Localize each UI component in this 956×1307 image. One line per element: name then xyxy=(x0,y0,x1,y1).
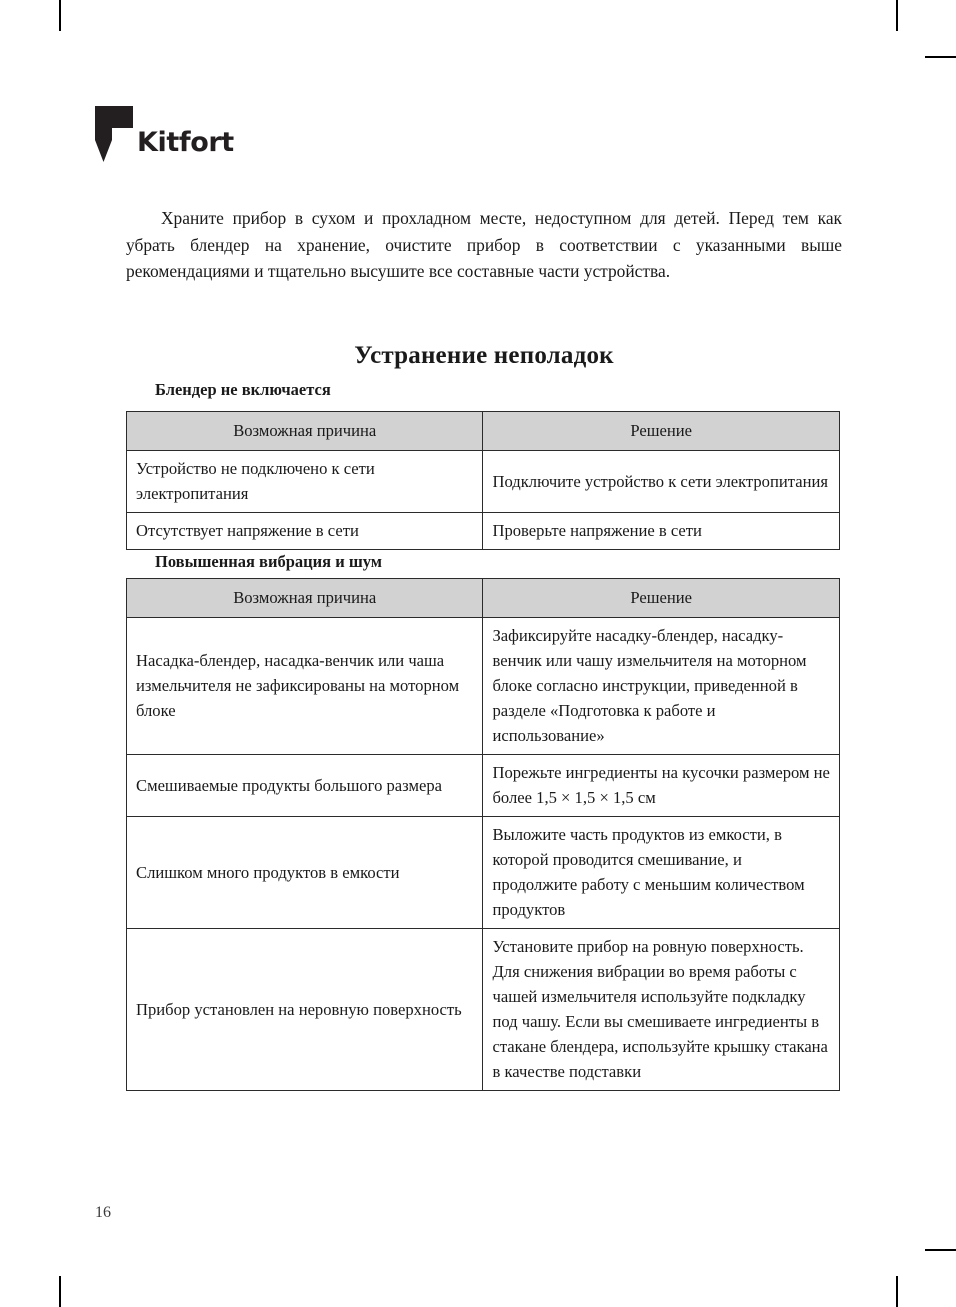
brand-wordmark: Kitfort xyxy=(137,127,234,158)
crop-mark-bottom-right xyxy=(896,1276,898,1307)
column-header-cause: Возможная причина xyxy=(127,579,483,618)
table-row xyxy=(127,451,840,513)
cell-solution: Подключите устройство к сети электропитания xyxy=(483,451,840,513)
table-caption-blender-wont-start: Блендер не включается xyxy=(155,380,331,399)
cell-solution: Выложите часть продуктов из емкости, в которой проводится смешивание, и продолжите работу с меньшим количеством продуктов xyxy=(483,817,840,929)
cell-cause: Отсутствует напряжение в сети xyxy=(127,513,483,550)
column-header-solution: Решение xyxy=(483,412,840,451)
intro-paragraph: Храните прибор в сухом и прохладном месте, недоступном для детей. Перед тем как убрать блендер на хранение, очистите прибор в соответствии с указанными выше рекомендациями и тщательно высушите все составные части устройства. xyxy=(126,208,842,282)
crop-mark-top-left xyxy=(59,0,61,31)
table-row xyxy=(127,513,840,550)
cell-solution: Установите прибор на ровную поверхность. Для снижения вибрации во время работы с чашей измельчителя используйте подкладку под чашу. Если вы смешиваете ингредиенты в стакане блендера, используйте крышку стакана в качестве подставки xyxy=(483,929,840,1091)
column-header-solution: Решение xyxy=(483,579,840,618)
cell-cause: Устройство не подключено к сети электропитания xyxy=(127,451,483,513)
cell-solution: Порежьте ингредиенты на кусочки размером не более 1,5 × 1,5 × 1,5 см xyxy=(483,755,840,817)
crop-mark-top-right xyxy=(896,0,898,31)
table-caption-vibration-and-noise: Повышенная вибрация и шум xyxy=(155,552,383,571)
cell-cause: Слишком много продуктов в емкости xyxy=(127,817,483,929)
crop-mark-right-top xyxy=(925,56,956,58)
cell-solution: Зафиксируйте насадку-блендер, насадку-венчик или чашу измельчителя на моторном блоке согласно инструкции, приведенной в разделе «Подготовка к работе и использование» xyxy=(483,618,840,755)
table-vibration-and-noise xyxy=(126,578,840,1091)
table-row xyxy=(127,755,840,817)
brand-logo xyxy=(95,104,234,162)
cell-cause: Смешиваемые продукты большого размера xyxy=(127,755,483,817)
table-blender-wont-start xyxy=(126,411,840,550)
table-row xyxy=(127,929,840,1091)
page-number: 16 xyxy=(95,1204,111,1221)
column-header-cause: Возможная причина xyxy=(127,412,483,451)
cell-cause: Прибор установлен на неровную поверхность xyxy=(127,929,483,1091)
crop-mark-right-bottom xyxy=(925,1249,956,1251)
table-header-row xyxy=(127,412,840,451)
cell-solution: Проверьте напряжение в сети xyxy=(483,513,840,550)
cell-cause: Насадка-блендер, насадка-венчик или чаша измельчителя не зафиксированы на моторном блоке xyxy=(127,618,483,755)
kitfort-pennant-icon xyxy=(95,106,133,162)
crop-mark-bottom-left xyxy=(59,1276,61,1307)
table-row xyxy=(127,817,840,929)
table-row xyxy=(127,618,840,755)
table-header-row xyxy=(127,579,840,618)
section-heading-troubleshooting: Устранение неполадок xyxy=(354,341,614,369)
